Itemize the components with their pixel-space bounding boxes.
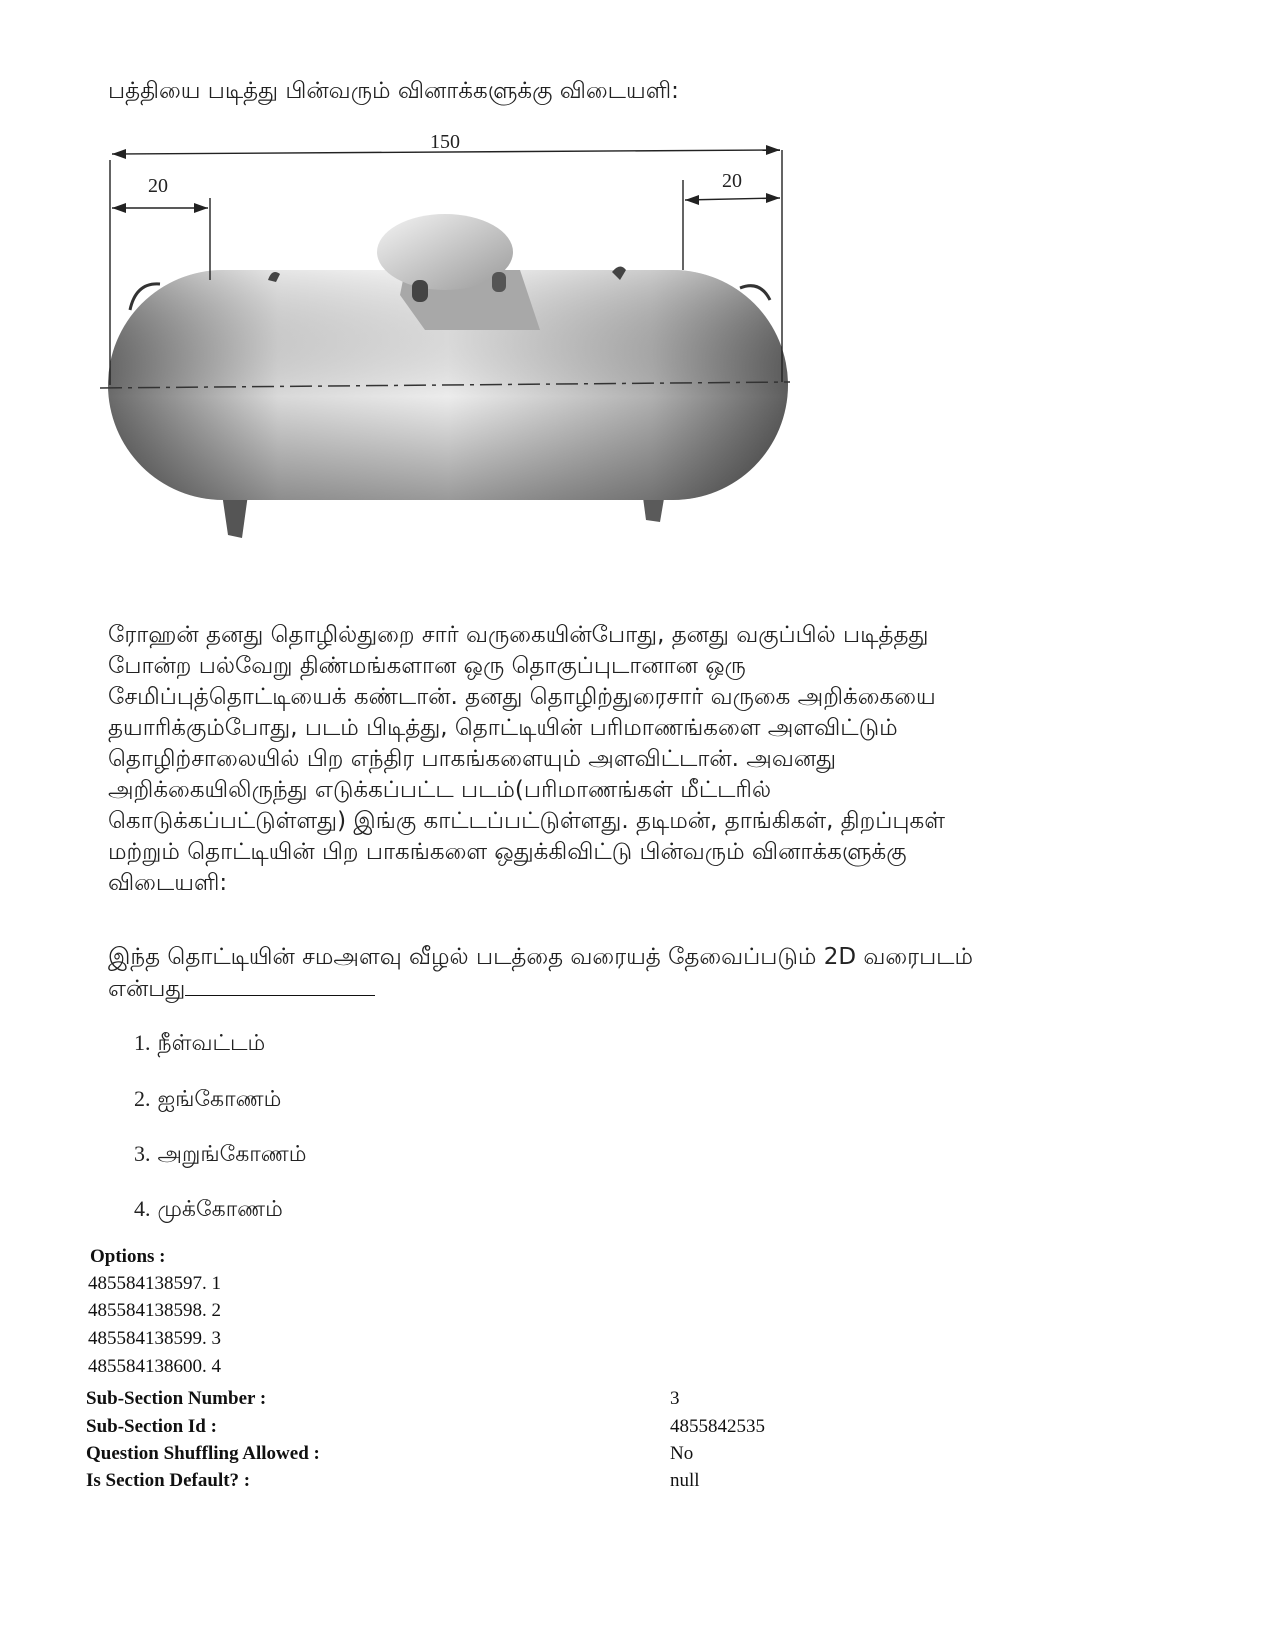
passage-line: ரோஹன் தனது தொழில்துறை சார் வருகையின்போது, தனது வகுப்பில் படித்தது	[108, 622, 929, 648]
option-line: 485584138598. 2	[88, 1300, 221, 1321]
meta-key-section-default: Is Section Default? :	[86, 1470, 251, 1491]
answer-blank	[185, 973, 375, 996]
meta-value-question-shuffling: No	[670, 1443, 694, 1464]
answer-choice-3	[134, 1141, 307, 1170]
meta-key-subsection-number: Sub-Section Number :	[86, 1388, 267, 1409]
tank-figure	[100, 120, 800, 560]
meta-key-subsection-id: Sub-Section Id :	[86, 1416, 217, 1437]
meta-value-subsection-id: 4855842535	[670, 1416, 765, 1437]
meta-key-question-shuffling: Question Shuffling Allowed :	[86, 1443, 320, 1464]
dimension-left-label: 20	[148, 175, 168, 197]
passage-line: போன்ற பல்வேறு திண்மங்களான ஒரு தொகுப்புடானான ஒரு	[108, 653, 746, 679]
option-line: 485584138597. 1	[88, 1273, 221, 1294]
answer-number: 2.	[134, 1086, 151, 1111]
answer-number: 3.	[134, 1141, 151, 1166]
question-line-2	[108, 973, 1148, 1005]
question-line-1: இந்த தொட்டியின் சமஅளவு வீழல் படத்தை வரையத் தேவைப்படும் 2D வரைபடம்	[108, 944, 973, 970]
answer-number: 1.	[134, 1030, 151, 1055]
question-line-2-text: என்பது	[108, 976, 186, 1002]
passage-line: அறிக்கையிலிருந்து எடுக்கப்பட்ட படம்(பரிமாணங்கள் மீட்டரில்	[108, 777, 772, 803]
option-line: 485584138599. 3	[88, 1328, 221, 1349]
answer-text: அறுங்கோணம்	[157, 1142, 307, 1167]
meta-value-subsection-number: 3	[670, 1388, 680, 1409]
passage-line: தயாரிக்கும்போது, படம் பிடித்து, தொட்டியின் பரிமாணங்களை அளவிட்டும்	[108, 715, 898, 741]
dimension-total-label: 150	[430, 131, 460, 153]
meta-value-section-default: null	[670, 1470, 700, 1491]
answer-choice-2	[134, 1086, 281, 1115]
passage-line: மற்றும் தொட்டியின் பிற பாகங்களை ஒதுக்கிவிட்டு பின்வரும் வினாக்களுக்கு	[108, 839, 907, 865]
answer-text: நீள்வட்டம்	[157, 1031, 266, 1056]
intro-text: பத்தியை படித்து பின்வரும் வினாக்களுக்கு விடையளி:	[108, 78, 679, 104]
passage-line: விடையளி:	[108, 870, 228, 896]
answer-text: முக்கோணம்	[157, 1197, 283, 1222]
question	[108, 942, 1148, 1005]
passage-line: சேமிப்புத்தொட்டியைக் கண்டான். தனது தொழிற்துரைசார் வருகை அறிக்கையை	[108, 684, 936, 710]
passage	[108, 620, 1148, 899]
answer-choice-4	[134, 1196, 283, 1225]
answer-number: 4.	[134, 1196, 151, 1221]
passage-line: கொடுக்கப்பட்டுள்ளது) இங்கு காட்டப்பட்டுள்ளது. தடிமன், தாங்கிகள், திறப்புகள்	[108, 808, 945, 834]
answer-choice-1	[134, 1030, 265, 1059]
options-label: Options :	[90, 1246, 166, 1267]
option-line: 485584138600. 4	[88, 1356, 221, 1377]
dimension-right-label: 20	[722, 170, 742, 192]
answer-text: ஐங்கோணம்	[157, 1087, 282, 1112]
passage-line: தொழிற்சாலையில் பிற எந்திர பாகங்களையும் அளவிட்டான். அவனது	[108, 746, 837, 772]
